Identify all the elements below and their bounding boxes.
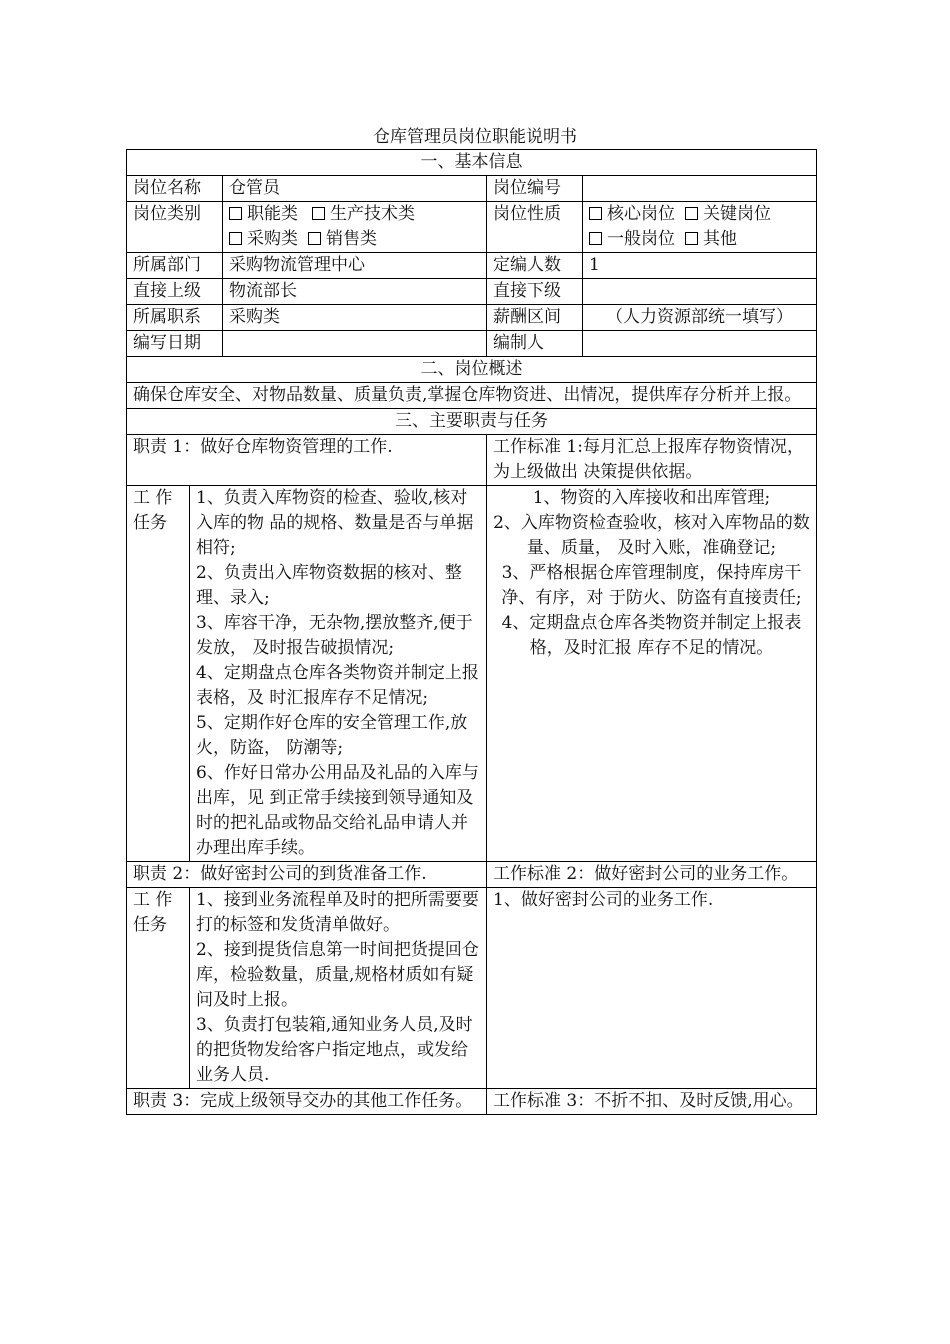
list-item: 3、库容干净，无杂物,摆放整齐,便于发放， 及时报告破损情况;: [196, 613, 473, 658]
document-title: 仓库管理员岗位职能说明书: [373, 127, 577, 147]
list-item: 2、接到提货信息第一时间把货提回仓库，检验数量，质量,规格材质如有疑问及时上报。: [196, 940, 479, 1010]
list-item: 1、做好密封公司的业务工作.: [493, 890, 714, 910]
duty2-row: [127, 862, 817, 888]
basic-row-1: [127, 176, 817, 202]
job-family-label: 所属职系: [127, 305, 223, 331]
salary-value: （人力资源部统一填写）: [583, 305, 817, 331]
section-heading-overview: 二、岗位概述: [127, 357, 817, 383]
section-heading-duties: 三、主要职责与任务: [127, 409, 817, 435]
list-item: 1、接到业务流程单及时的把所需要要打的标签和发货清单做好。: [196, 890, 479, 935]
list-item: 4、定期盘点仓库各类物资并制定上报表格，及时汇报 库存不足的情况。: [501, 613, 802, 658]
checkbox-icon: [685, 207, 698, 220]
list-item: 1、负责入库物资的检查、验收,核对入库的物 品的规格、数量是否与单据相符;: [196, 488, 474, 558]
basic-row-3: [127, 253, 817, 279]
checkbox-icon: [589, 207, 602, 220]
duty1-text: 职责 1：做好仓库物资管理的工作.: [127, 435, 487, 486]
overview-text: 确保仓库安全、对物品数量、质量负责,掌握仓库物资进、出情况，提供库存分析并上报。: [127, 383, 817, 409]
headcount-label: 定编人数: [487, 253, 583, 279]
category-option-1[interactable]: 职能类: [229, 202, 298, 227]
section-heading-basic: 一、基本信息: [127, 150, 817, 176]
superior-value: 物流部长: [223, 279, 487, 305]
nature-option-3[interactable]: 一般岗位: [589, 227, 675, 252]
list-item: 4、定期盘点仓库各类物资并制定上报表格，及 时汇报库存不足情况;: [196, 663, 479, 708]
checkbox-icon: [589, 232, 602, 245]
list-item: 3、负责打包装箱,通知业务人员,及时的把货物发给客户指定地点，或发给业务人员.: [196, 1015, 473, 1085]
dept-value: 采购物流管理中心: [223, 253, 487, 279]
job-family-value: 采购类: [223, 305, 487, 331]
list-item: 3、严格根据仓库管理制度，保持库房干净、有序，对 于防火、防盗有直接责任;: [501, 563, 802, 608]
headcount-value: 1: [583, 253, 817, 279]
superior-label: 直接上级: [127, 279, 223, 305]
date-value: [223, 331, 487, 357]
duty1-tasks-row: [127, 486, 817, 862]
duty2-tasks-row: [127, 888, 817, 1089]
category-options: [223, 202, 487, 253]
duty3-text: 职责 3：完成上级领导交办的其他工作任务。: [127, 1089, 487, 1115]
duty3-row: [127, 1089, 817, 1115]
category-option-2[interactable]: 生产技术类: [312, 202, 415, 227]
duty1-standard-list: [487, 486, 817, 862]
section-duties-row: [127, 409, 817, 435]
duty1-standard: 工作标准 1:每月汇总上报库存物资情况，为上级做出 决策提供依据。: [487, 435, 817, 486]
subordinate-value: [583, 279, 817, 305]
duty1-row: [127, 435, 817, 486]
checkbox-icon: [229, 207, 242, 220]
duty2-task-label: 工 作任务: [127, 888, 190, 1089]
category-option-3[interactable]: 采购类: [229, 227, 298, 252]
subordinate-label: 直接下级: [487, 279, 583, 305]
category-option-4[interactable]: 销售类: [308, 227, 377, 252]
list-item: 5、定期作好仓库的安全管理工作,放火，防盗， 防潮等;: [196, 713, 468, 758]
post-no-value: [583, 176, 817, 202]
list-item: 1、物资的入库接收和出库管理;: [532, 488, 771, 508]
list-item: 6、作好日常办公用品及礼品的入库与出库，见 到正常手续接到领导通知及时的把礼品或物品交给礼品申请人并办理出库手续。: [196, 763, 479, 858]
duty2-text: 职责 2：做好密封公司的到货准备工作.: [127, 862, 487, 888]
nature-option-2[interactable]: 关键岗位: [685, 202, 771, 227]
nature-option-1[interactable]: 核心岗位: [589, 202, 675, 227]
checkbox-icon: [312, 207, 325, 220]
list-item: 2、入库物资检查验收，核对入库物品的数量、质量， 及时入账，准确登记;: [493, 513, 810, 558]
section-basic-row: [127, 150, 817, 176]
author-value: [583, 331, 817, 357]
post-name-value: 仓管员: [223, 176, 487, 202]
section-overview-row: [127, 357, 817, 383]
date-label: 编写日期: [127, 331, 223, 357]
basic-row-2: [127, 202, 817, 253]
author-label: 编制人: [487, 331, 583, 357]
duty1-task-label: 工 作任务: [127, 486, 190, 862]
category-label: 岗位类别: [127, 202, 223, 253]
duty2-standard-list: [487, 888, 817, 1089]
post-name-label: 岗位名称: [127, 176, 223, 202]
checkbox-icon: [685, 232, 698, 245]
overview-row: [127, 383, 817, 409]
post-no-label: 岗位编号: [487, 176, 583, 202]
nature-options: [583, 202, 817, 253]
basic-row-5: [127, 305, 817, 331]
salary-label: 薪酬区间: [487, 305, 583, 331]
job-description-table: [126, 149, 817, 1115]
list-item: 2、负责出入库物资数据的核对、整理、录入;: [196, 563, 462, 608]
duty3-standard: 工作标准 3：不折不扣、及时反馈,用心。: [487, 1089, 817, 1115]
dept-label: 所属部门: [127, 253, 223, 279]
basic-row-6: [127, 331, 817, 357]
basic-row-4: [127, 279, 817, 305]
duty1-task-list: [190, 486, 487, 862]
nature-label: 岗位性质: [487, 202, 583, 253]
checkbox-icon: [229, 232, 242, 245]
duty2-standard: 工作标准 2：做好密封公司的业务工作。: [487, 862, 817, 888]
checkbox-icon: [308, 232, 321, 245]
duty2-task-list: [190, 888, 487, 1089]
nature-option-4[interactable]: 其他: [685, 227, 737, 252]
